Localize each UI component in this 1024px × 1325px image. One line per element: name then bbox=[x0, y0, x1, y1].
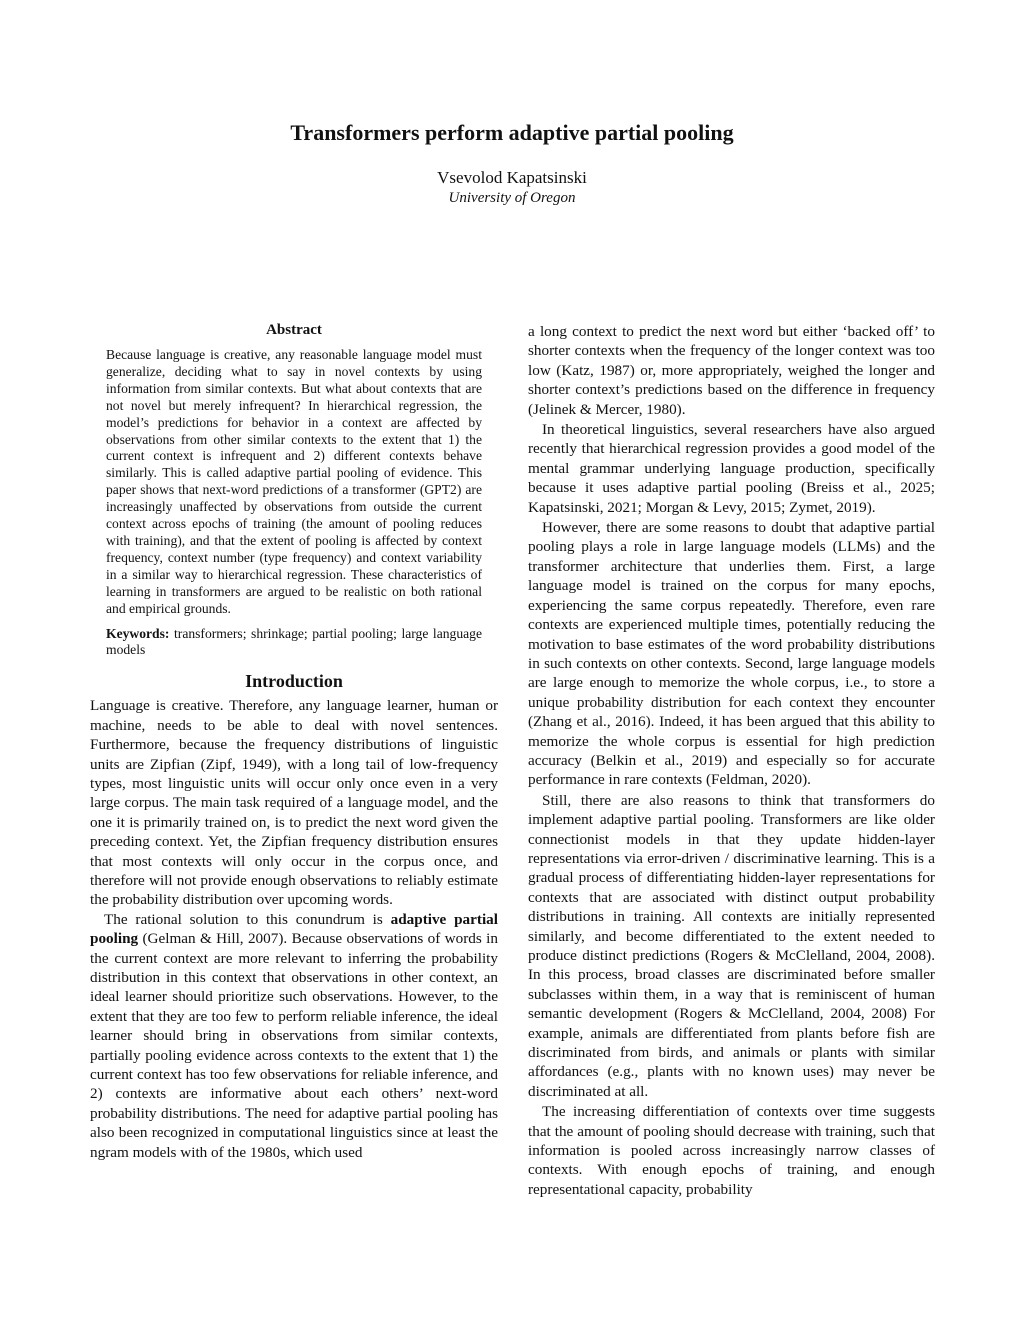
intro-paragraph-2-start: The rational solution to this conundrum is bbox=[104, 910, 391, 928]
intro-paragraph-5: However, there are some reasons to doubt that adaptive partial pooling plays a role in large language models (LLMs) and the transformer architecture that underlies them. First, a large language model is trained on the corpus for many epochs, experiencing the same corpus repeatedly. Therefore, even rare contexts are experienced multiple times, potentially reducing the motivation to base estimates of the word probability distributions in such contexts on other contexts. Second, large language models are large enough to memorize the whole corpus, i.e., to store a unique probability distribution for each context they encounter (Zhang et al., 2016). Indeed, it has been argued that this ability to memorize the whole corpus is essential for high prediction accuracy (Belkin et al., 2019) and especially so for accurate performance in rare contexts (Feldman, 2020). bbox=[528, 519, 935, 789]
intro-paragraph-2-rest: (Gelman & Hill, 2007). Because observations of words in the current context are more relevant to inferring the probability distribution in this context that observations in other context, an ideal learner should prioritize such observations. However, to the extent that they are too few to perform reliable inference, the ideal learner should bring in observations from similar contexts, partially pooling evidence across contexts to the extent that 1) the current context has too few observations for reliable inference, and 2) contexts are informative about each others’ next-word probability distributions. The need for adaptive partial pooling has also been recognized in computational linguistics since at least the ngram models with of the 1980s, which used bbox=[90, 930, 498, 1161]
abstract-heading: Abstract bbox=[266, 322, 322, 338]
intro-paragraph-7: The increasing differentiation of contexts over time suggests that the amount of pooling should decrease with training, such that information is pooled across increasingly narrow classes of contexts. With enough epochs of training, and enough representational capacity, probability bbox=[528, 1103, 935, 1198]
keywords-text: transformers; shrinkage; partial pooling; large language models bbox=[106, 625, 482, 658]
abstract-text: Because language is creative, any reasonable language model must generalize, deciding what to say in novel contexts by using information from similar contexts. But what about contexts that are not novel but merely infrequent? In hierarchical regression, the model’s predictions for behavior in a context are affected by observations from other similar contexts to the extent that 1) the current context is infrequent and 2) different contexts behave similarly. This is called adaptive partial pooling of evidence. This paper shows that next-word predictions of a transformer (GPT2) are increasingly unaffected by observations from outside the current context across epochs of training (the amount of pooling reduces with training), and that the extent of pooling is affected by context frequency, context number (type frequency) and context variability in a similar way to hierarchical regression. These characteristics of learning in transformers are argued to be realistic on both rational and empirical grounds. bbox=[106, 347, 482, 616]
intro-paragraph-1: Language is creative. Therefore, any language learner, human or machine, needs to be able to deal with novel sentences. Furthermore, because the frequency distributions of linguistic units are Zipfian (Zipf, 1949), with a long tail of low-frequency types, most linguistic units will occur only once even in a very large corpus. The main task required of a language model, and the one it is primarily trained on, is to predict the next word given the preceding context. Yet, the Zipfian frequency distribution ensures that most contexts will only occur in the corpus once, and therefore will not provide enough observations to reliably estimate the probability distribution over upcoming words. bbox=[90, 697, 498, 909]
intro-paragraph-2 bbox=[90, 910, 498, 1162]
introduction-heading: Introduction bbox=[245, 671, 343, 692]
left-column bbox=[90, 322, 498, 1162]
intro-paragraph-3: a long context to predict the next word but either ‘backed off’ to shorter contexts when the frequency of the longer context was too low (Katz, 1987) or, more appropriately, weighed the longer and shorter context’s predictions based on the difference in frequency (Jelinek & Mercer, 1980). bbox=[528, 323, 935, 418]
right-column bbox=[528, 322, 935, 1199]
intro-paragraph-6: Still, there are also reasons to think that transformers do implement adaptive partial pooling. Transformers are like older connectionist models in that they update hidden-layer representations via error-driven / discriminative learning. This is a gradual process of differentiating hidden-layer representations for contexts that are associated with distinct output probability distributions in training. All contexts are initially represented similarly, and become differentiated to the extent needed to produce distinct predictions (Rogers & McClelland, 2004, 2008). In this process, broad classes are discriminated before smaller subclasses within them, in a way that is reminiscent of human semantic development (Rogers & McClelland, 2004, 2008) For example, animals are differentiated from plants before fish are discriminated from birds, and animals or plants with similar affordances (e.g., plants with no known uses) may never be discriminated at all. bbox=[528, 791, 935, 1100]
keywords bbox=[106, 626, 482, 660]
intro-paragraph-2-bold: adaptive partial pooling bbox=[90, 910, 498, 948]
author-affiliation: University of Oregon bbox=[448, 190, 576, 206]
keywords-label: Keywords: bbox=[106, 625, 170, 641]
intro-paragraph-4: In theoretical linguistics, several researchers have also argued recently that hierarchical regression provides a good model of the mental grammar underlying language production, specifically because it uses adaptive partial pooling (Breiss et al., 2025; Kapatsinski, 2021; Morgan & Levy, 2015; Zymet, 2019). bbox=[528, 421, 935, 516]
paper-title: Transformers perform adaptive partial pooling bbox=[290, 120, 734, 145]
author-name: Vsevolod Kapatsinski bbox=[437, 168, 587, 187]
